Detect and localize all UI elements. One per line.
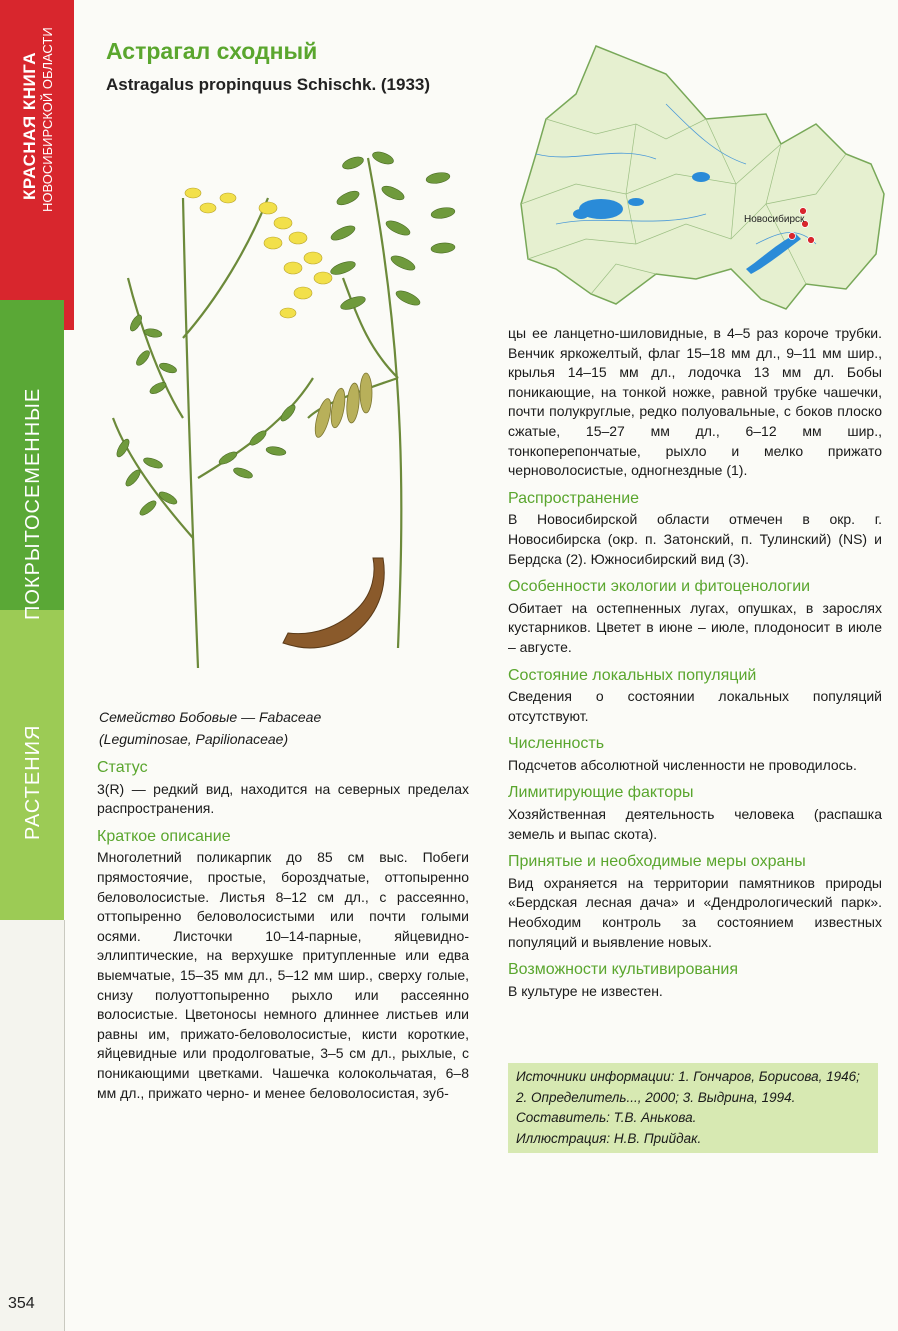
family-synonyms: (Leguminosae, Papilionaceae) — [99, 731, 289, 747]
description-continued: цы ее ланцетно-шиловидные, в 4–5 раз короче трубки. Венчик яркожелтый, флаг 15–18 мм дл., 9–11 мм шир., крылья 14–15 мм дл., лодочка 13 мм дл. Бобы поникающие, на тонкой ножке, равной трубке чашечки, почти полукруглые, редко полуовальные, с боков плоско сжатые, 15–27 мм дл., 6–12 мм шир., тонкоперепончатые, рыхло и мелко прижато черноволосистые, одногнездные (1). — [508, 325, 882, 479]
ecology-heading: Особенности экологии и фитоценологии — [508, 578, 811, 596]
book-region: НОВОСИБИРСКОЙ ОБЛАСТИ — [40, 27, 55, 212]
left-column — [97, 706, 469, 1103]
protection-heading: Принятые и необходимые меры охраны — [508, 853, 806, 871]
family-name-ru: Семейство Бобовые — — [99, 709, 259, 725]
map-city-label: Новосибирск — [744, 214, 805, 225]
plant-illustration — [98, 118, 488, 678]
cultivation-heading: Возможности культивирования — [508, 961, 738, 979]
description-heading: Краткое описание — [97, 827, 231, 845]
illustrator-line: Иллюстрация: Н.В. Прийдак. — [516, 1130, 702, 1146]
sources-line: Источники информации: 1. Гончаров, Борисова, 1946; 2. Определитель..., 2000; 3. Выдрина, 1994. — [516, 1069, 860, 1105]
locality-point — [789, 233, 796, 240]
right-column — [508, 324, 882, 1001]
populations-text: Сведения о состоянии локальных популяций отсутствуют. — [508, 688, 882, 724]
compiler-line: Составитель: Т.В. Анькова. — [516, 1110, 697, 1125]
page-number: 354 — [8, 1295, 35, 1312]
protection-text: Вид охраняется на территории памятников природы «Бердская лесная дача» и «Дендрологический парк». Необходим контроль за состоянием известных популяций и выявление новых. — [508, 874, 882, 950]
abundance-heading: Численность — [508, 735, 605, 753]
limiting-factors-heading: Лимитирующие факторы — [508, 784, 694, 802]
distribution-heading: Распространение — [508, 489, 640, 507]
kingdom-label: РАСТЕНИЯ — [22, 724, 44, 840]
status-text: 3(R) — редкий вид, находится на северных пределах распространения. — [97, 780, 469, 817]
description-text: Многолетний поликарпик до 85 см выс. Побеги прямостоячие, простые, бороздчатые, оттопыренно беловолосистые. Листья 8–12 см дл., с рассеянно, оттопыренно беловолосистыми или почти голыми осями. Листочки 10–14-парные, яйцевидно-эллиптические, на верхушке притупленные или едва выемчатые, 15–35 мм дл., 5–12 мм шир., сверху голые, снизу полуоттопыренно рыхло или рассеянно волосистые. Цветоносы немного длиннее листьев или равны им, прижато-беловолосистые, кисти короткие, яйцевидные или продолговатые, 3–5 см дл., рыхлые, с поникающими цветками. Чашечка колокольчатая, 6–8 мм дл., прижато черно- и менее беловолосистая, зуб- — [97, 849, 469, 1101]
ecology-text: Обитает на остепненных лугах, опушках, в зарослях кустарников. Цветет в июне – июле, плодоносит в июле – августе. — [508, 599, 882, 655]
family-name-latin: Fabaceae — [258, 709, 322, 725]
status-heading: Статус — [97, 759, 148, 776]
family-line — [99, 706, 469, 750]
sources-box — [508, 1063, 878, 1153]
locality-point — [808, 237, 815, 244]
section-label: ПОКРЫТОСЕМЕННЫЕ — [22, 387, 44, 620]
species-latin-name: Astragalus propinquus Schischk. (1933) — [106, 75, 431, 94]
cultivation-text: В культуре не известен. — [508, 982, 663, 999]
abundance-text: Подсчетов абсолютной численности не проводилось. — [508, 756, 857, 773]
distribution-text: В Новосибирской области отмечен в окр. г. Новосибирска (окр. п. Затонский, п. Тулинский) (NS) и Бердска (2). Южносибирский вид (3). — [508, 511, 882, 567]
populations-heading: Состояние локальных популяций — [508, 666, 757, 684]
sidebar-white-band — [0, 920, 65, 1331]
book-title: КРАСНАЯ КНИГА — [20, 51, 39, 200]
limiting-factors-text: Хозяйственная деятельность человека (распашка земель и выпас скота). — [508, 806, 882, 842]
sidebar — [0, 0, 64, 1331]
distribution-map — [516, 44, 888, 316]
species-title: Астрагал сходный — [106, 38, 318, 64]
